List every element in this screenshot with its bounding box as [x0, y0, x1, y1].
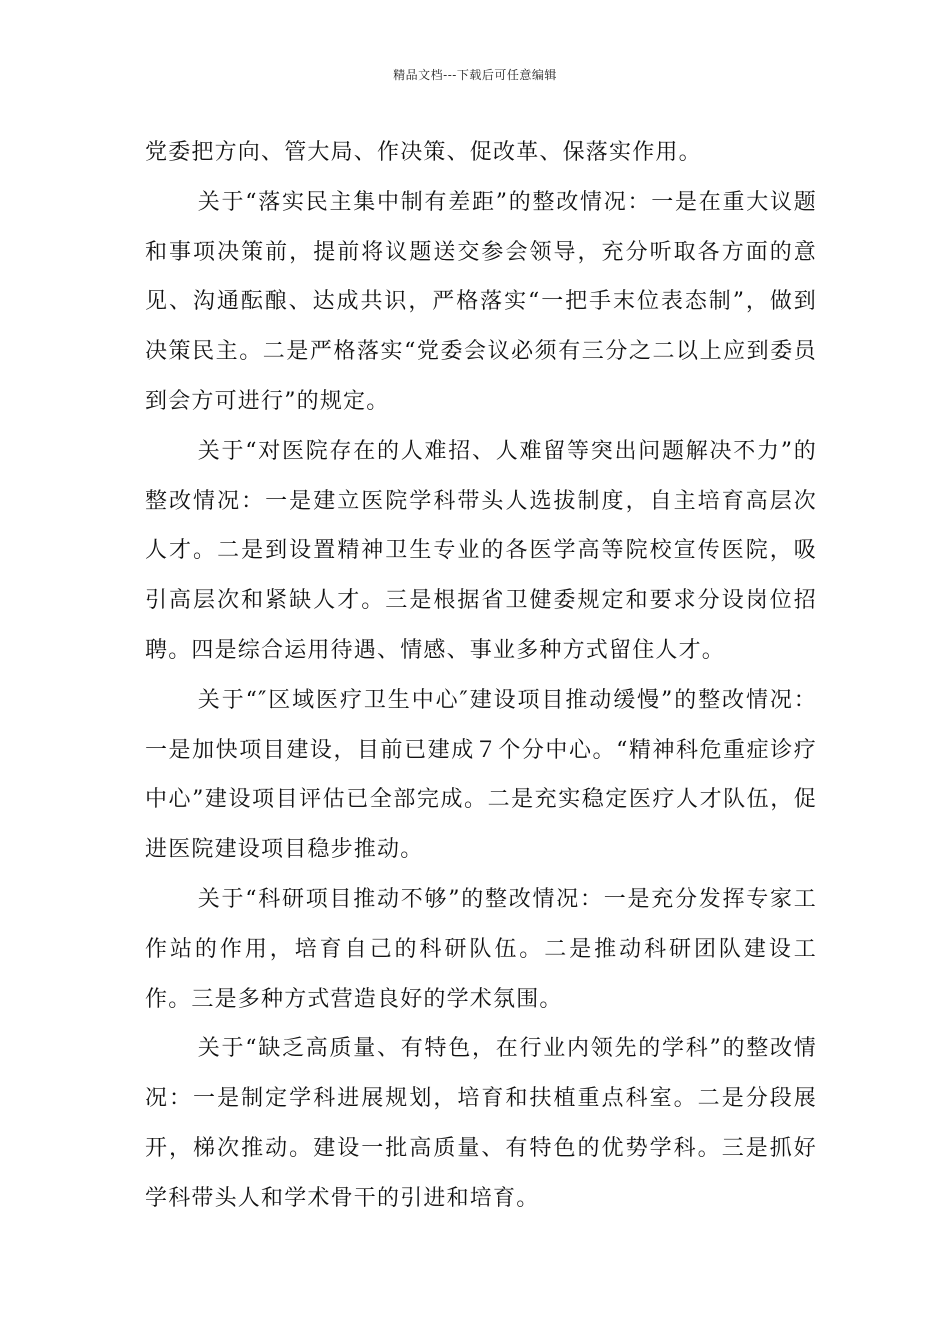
paragraph-discipline-building: 关于“缺乏高质量、有特色，在行业内领先的学科”的整改情况：一是制定学科进展规划，培育和扶植重点科室。二是分段展开，梯次推动。建设一批高质量、有特色的优势学科。三是抓好学科带头人和学术骨干的引进和培育。 [145, 1036, 817, 1211]
paragraph-regional-center: 关于“″区域医疗卫生中心″建设项目推动缓慢”的整改情况：一是加快项目建设，目前已建成７个分中心。“精神科危重症诊疗中心”建设项目评估已全部完成。二是充实稳定医疗人才队伍，促进医院建设项目稳步推动。 [145, 687, 817, 863]
paragraph-continuation: 党委把方向、管大局、作决策、促改革、保落实作用。 [145, 140, 702, 165]
paragraph-democratic-centralism: 关于“落实民主集中制有差距”的整改情况：一是在重大议题和事项决策前，提前将议题送交参会领导，充分听取各方面的意见、沟通酝酿、达成共识，严格落实“一把手末位表态制”，做到决策民主。二是严格落实“党委会议必须有三分之二以上应到委员到会方可进行”的规定。 [145, 189, 817, 414]
page-header: 精品文档---下载后可任意编辑 [393, 68, 557, 82]
paragraph-research-projects: 关于“科研项目推动不够”的整改情况：一是充分发挥专家工作站的作用，培育自己的科研队伍。二是推动科研团队建设工作。三是多种方式营造良好的学术氛围。 [145, 886, 817, 1012]
paragraph-talent-recruitment: 关于“对医院存在的人难招、人难留等突出问题解决不力”的整改情况：一是建立医院学科带头人选拔制度，自主培育高层次人才。二是到设置精神卫生专业的各医学高等院校宣传医院，吸引高层次和紧缺人才。三是根据省卫健委规定和要求分设岗位招聘。四是综合运用待遇、情感、事业多种方式留住人才。 [145, 438, 817, 663]
document-body [145, 128, 817, 1224]
